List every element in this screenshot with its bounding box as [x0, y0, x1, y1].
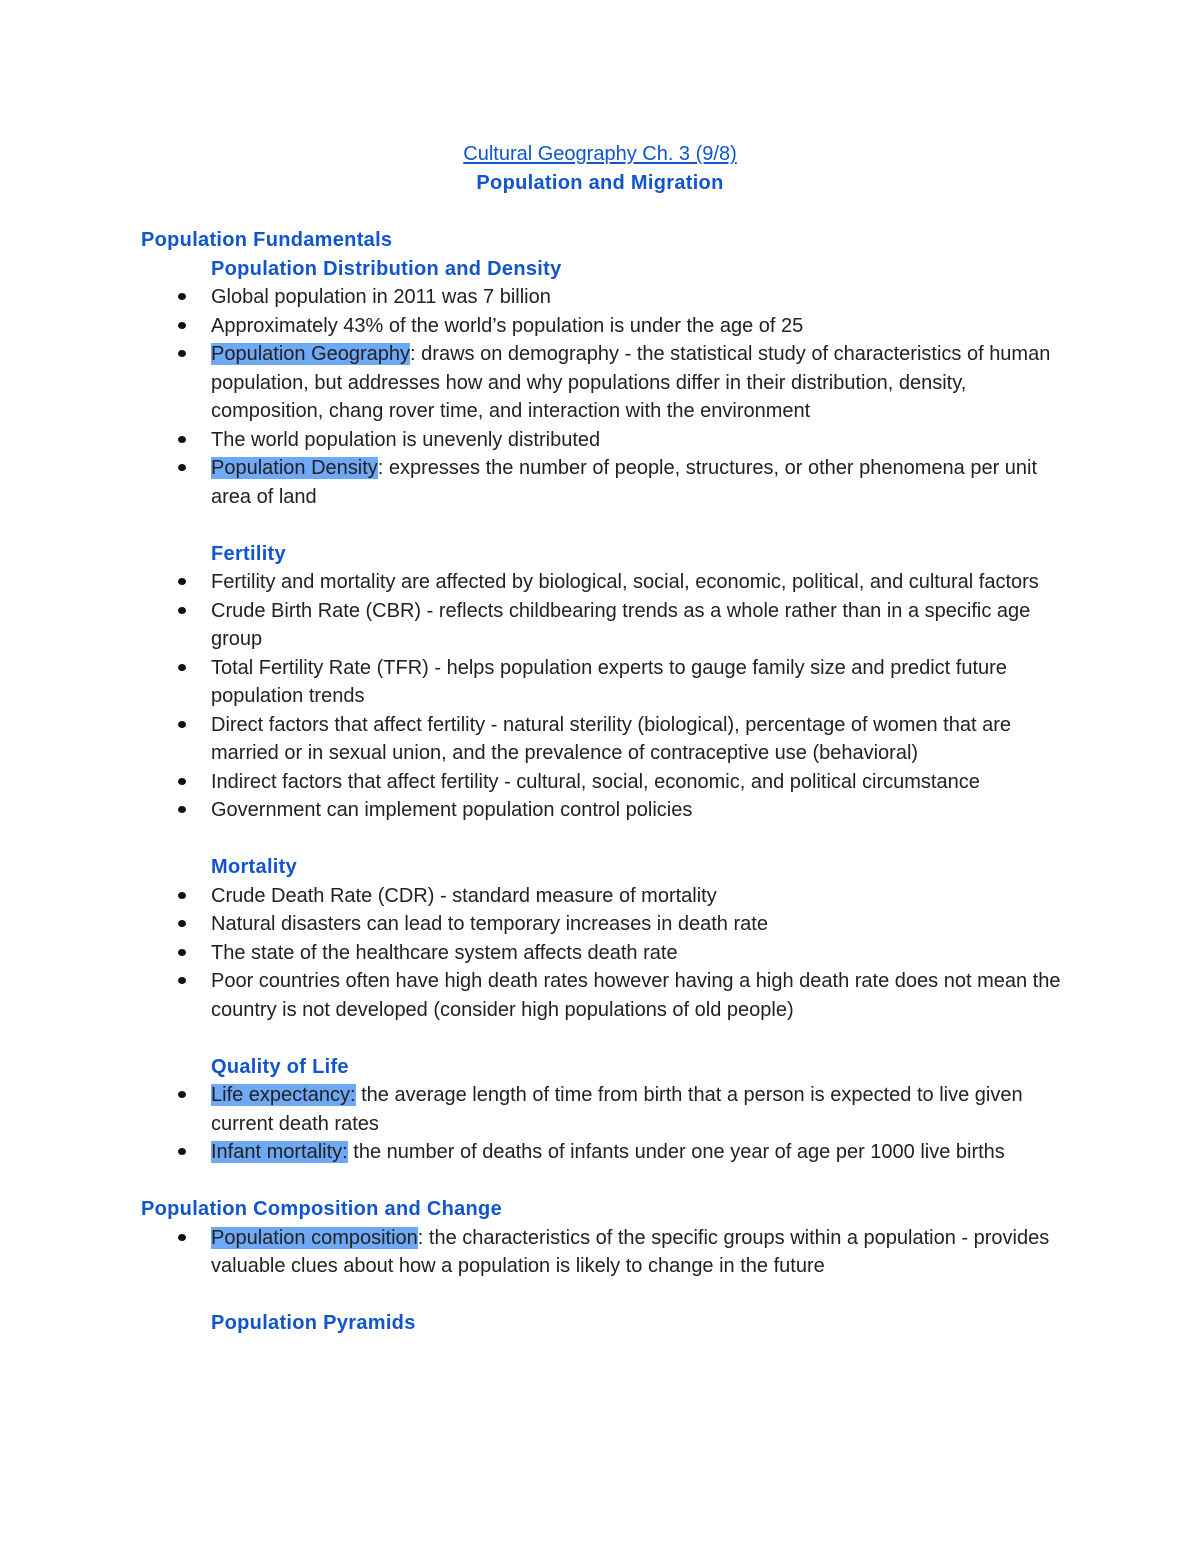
heading-mortality: Mortality	[211, 856, 298, 878]
bullet-icon	[178, 464, 186, 471]
bullet-icon	[178, 892, 186, 899]
paragraph-gap	[141, 1024, 1071, 1053]
bullet-icon	[178, 350, 186, 357]
document-title[interactable]: Cultural Geography Ch. 3 (9/8)	[463, 143, 737, 165]
heading-population-pyramids: Population Pyramids	[211, 1312, 416, 1334]
list-item-text: Indirect factors that affect fertility - cultural, social, economic, and political circumstance	[211, 770, 980, 793]
paragraph-gap	[141, 511, 1071, 540]
list-item	[141, 939, 1071, 968]
list-item-text: Natural disasters can lead to temporary increases in death rate	[211, 913, 768, 935]
list-item	[141, 340, 1071, 426]
list-item-text: : draws on demography - the statistical study of characteristics of human population, but addresses how and why populations differ in their distribution, density, composition, chang rover time, and interaction with the environment	[211, 343, 1051, 422]
list-item-text: Fertility and mortality are affected by biological, social, economic, political, and cultural factors	[211, 571, 1039, 593]
list-item	[141, 796, 1071, 825]
bullet-icon	[178, 1148, 186, 1155]
bullet-icon	[178, 322, 186, 329]
list-item	[141, 454, 1071, 511]
list-item-text: Global population in 2011 was 7 billion	[211, 286, 551, 308]
bullet-icon	[178, 920, 186, 927]
bullet-icon	[178, 806, 186, 813]
list-item	[141, 568, 1071, 597]
bullet-icon	[178, 293, 186, 300]
list-quality-of-life	[141, 1081, 1071, 1167]
list-item-text: The world population is unevenly distributed	[211, 428, 601, 451]
bullet-icon	[178, 607, 186, 614]
list-item	[141, 597, 1071, 654]
list-item-text: the number of deaths of infants under one year of age per 1000 live births	[347, 1141, 1005, 1163]
heading-quality-of-life: Quality of Life	[211, 1055, 349, 1078]
bullet-icon	[178, 436, 186, 443]
list-item-text: Crude Birth Rate (CBR) - reflects childbearing trends as a whole rather than in a specific age group	[211, 599, 1031, 650]
list-item-text: Approximately 43% of the world’s population is under the age of 25	[211, 314, 804, 337]
list-item-text: : expresses the number of people, structures, or other phenomena per unit area of land	[211, 457, 1038, 508]
document-subtitle: Population and Migration	[476, 172, 724, 194]
heading-population-fundamentals: Population Fundamentals	[141, 229, 393, 251]
paragraph-gap	[141, 1167, 1071, 1196]
heading-fertility: Fertility	[211, 542, 286, 565]
list-item	[141, 312, 1071, 341]
list-item	[141, 1138, 1071, 1167]
list-item	[141, 1224, 1071, 1281]
list-mortality	[141, 882, 1071, 1025]
bullet-icon	[178, 721, 186, 728]
list-distribution-density	[141, 283, 1071, 511]
list-item	[141, 1081, 1071, 1138]
highlighted-term: Life expectancy:	[211, 1084, 356, 1106]
list-item	[141, 654, 1071, 711]
bullet-icon	[178, 1234, 186, 1241]
list-item-text: Crude Death Rate (CDR) - standard measure of mortality	[211, 884, 717, 907]
bullet-icon	[178, 664, 186, 671]
list-item	[141, 283, 1071, 312]
heading-distribution-density: Population Distribution and Density	[211, 257, 562, 280]
highlighted-term: Infant mortality:	[211, 1141, 348, 1163]
highlighted-term: Population composition	[211, 1226, 418, 1249]
list-item-text: Poor countries often have high death rates however having a high death rate does not mean the country is not developed (consider high populations of old people)	[211, 970, 1061, 1021]
list-item-text: the average length of time from birth that a person is expected to live given current death rates	[211, 1084, 1023, 1135]
list-item	[141, 882, 1071, 911]
bullet-icon	[178, 778, 186, 785]
bullet-icon	[178, 578, 186, 585]
list-item-text: Total Fertility Rate (TFR) - helps population experts to gauge family size and predict future population trends	[211, 656, 1007, 707]
bullet-icon	[178, 1091, 186, 1098]
list-item-text: The state of the healthcare system affects death rate	[211, 941, 678, 964]
list-item	[141, 910, 1071, 939]
heading-population-composition: Population Composition and Change	[141, 1198, 502, 1220]
list-population-composition	[141, 1224, 1071, 1281]
highlighted-term: Population Density	[211, 457, 378, 479]
bullet-icon	[178, 949, 186, 956]
document-body	[141, 226, 1071, 1338]
list-item-text: Government can implement population control policies	[211, 799, 693, 821]
list-item	[141, 711, 1071, 768]
list-item	[141, 426, 1071, 455]
paragraph-gap	[141, 825, 1071, 854]
list-item-text: : the characteristics of the specific groups within a population - provides valuable clues about how a population is likely to change in the future	[211, 1226, 1050, 1277]
list-item	[141, 768, 1071, 797]
bullet-icon	[178, 977, 186, 984]
list-item-text: Direct factors that affect fertility - natural sterility (biological), percentage of women that are married or in sexual union, and the prevalence of contraceptive use (behavioral)	[211, 713, 1011, 764]
list-item	[141, 967, 1071, 1024]
paragraph-gap	[141, 1281, 1071, 1310]
highlighted-term: Population Geography	[211, 343, 411, 365]
list-fertility	[141, 568, 1071, 825]
